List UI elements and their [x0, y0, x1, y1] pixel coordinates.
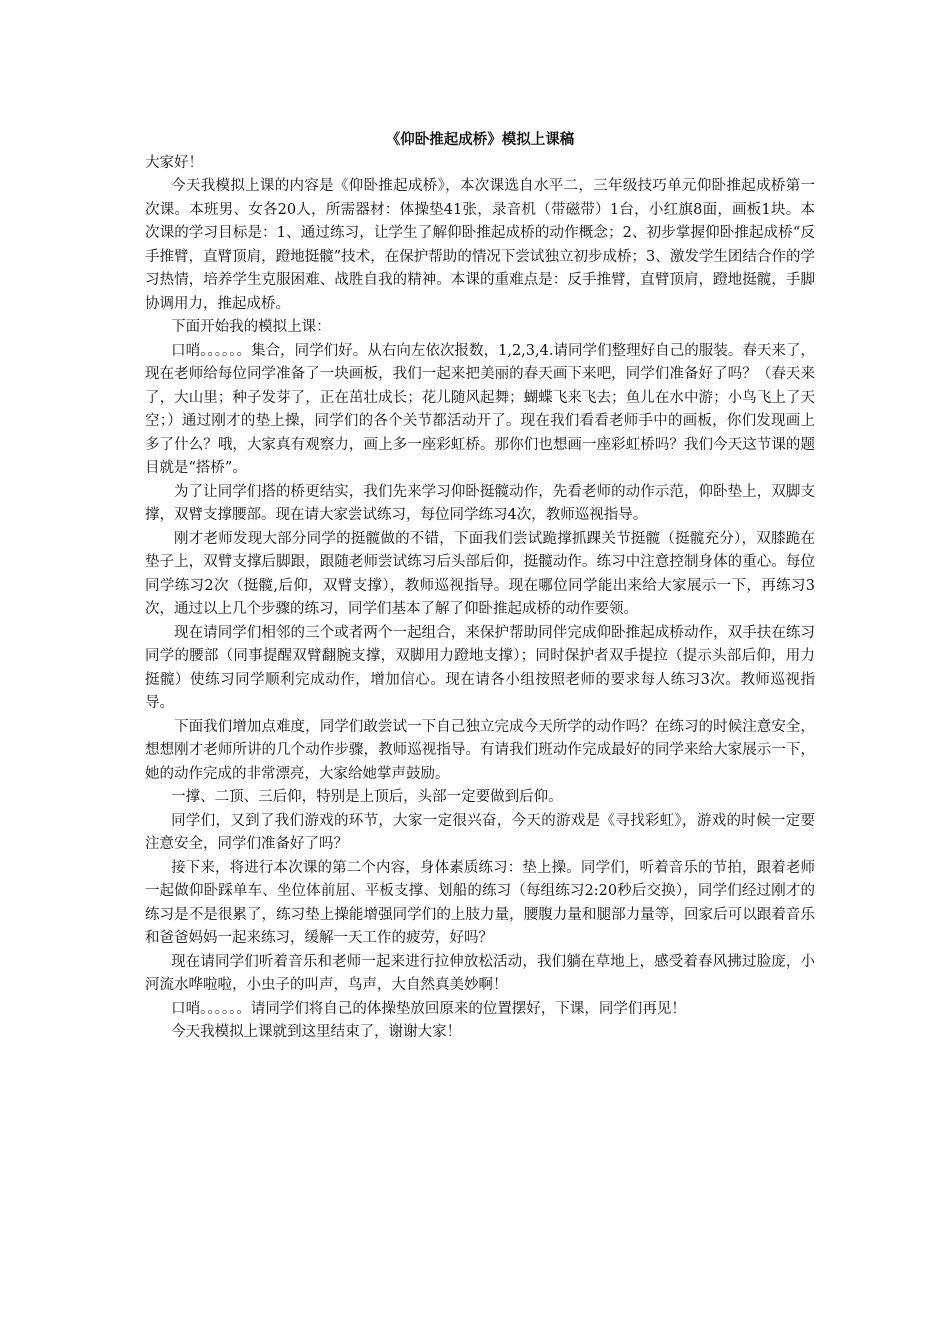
paragraph-kneeling: 刚才老师发现大部分同学的挺髋做的不错，下面我们尝试跪撑抓踝关节挺髋（挺髋充分），双膝跪在垫子上，双臂支撑后脚跟，跟随老师尝试练习后头部后仰，挺髋动作。练习中注意控制身体的重心。每位同学练习2次（挺髋,后仰，双臂支撑），教师巡视指导。现在哪位同学能出来给大家展示一下，再练习3次，通过以上几个步骤的练习，同学们基本了解了仰卧推起成桥的动作要领。 — [145, 530, 815, 617]
document-title: 《仰卧推起成桥》模拟上课稿 — [385, 131, 575, 148]
paragraph-intro: 今天我模拟上课的内容是《仰卧推起成桥》，本次课选自水平二，三年级技巧单元仰卧推起成桥第一次课。本班男、女各20人，所需器材：体操垫41张，录音机（带磁带）1台，小红旗8面，画板1块。本次课的学习目标是：1、通过练习，让学生了解仰卧推起成桥的动作概念；2、初步掌握仰卧推起成桥“反手推臂，直臂顶肩，蹬地挺髋”技术，在保护帮助的情况下尝试独立初步成桥；3、激发学生团结合作的学习热情，培养学生克服困难、战胜自我的精神。本课的重难点是：反手推臂，直臂顶肩，蹬地挺髋，手脚协调用力，推起成桥。 — [145, 178, 815, 312]
greeting: 大家好！ — [145, 154, 203, 171]
paragraph-key-points: 一撑、二顶、三后仰，特别是上顶后，头部一定要做到后仰。 — [171, 789, 563, 805]
paragraph-dismiss: 口哨。。。。。。请同学们将自己的体操垫放回原来的位置摆好，下课，同学们再见！ — [171, 1000, 686, 1017]
document-page — [145, 128, 815, 1045]
paragraph-relax: 现在请同学们听着音乐和老师一起来进行拉伸放松活动，我们躺在草地上，感受着春风拂过脸庞，小河流水哗啦啦，小虫子的叫声，鸟声，大自然真美妙啊！ — [145, 953, 815, 993]
paragraph-start: 下面开始我的模拟上课： — [171, 319, 331, 335]
paragraph-warmup: 口哨。。。。。。集合，同学们好。从右向左依次报数，1,2,3,4.请同学们整理好自己的服装。春天来了，现在老师给每位同学准备了一块画板，我们一起来把美丽的春天画下来吧，同学们准备好了吗？（春天来了，大山里；种子发芽了，正在茁壮成长；花儿随风起舞；蝴蝶飞来飞去；鱼儿在水中游；小鸟飞上了天空；）通过刚才的垫上操，同学们的各个关节都活动开了。现在我们看看老师手中的画板，你们发现画上多了什么？哦，大家真有观察力，画上多一座彩虹桥。那你们也想画一座彩虹桥吗？我们今天这节课的题目就是“搭桥”。 — [145, 342, 815, 476]
paragraph-independent: 下面我们增加点难度，同学们敢尝试一下自己独立完成今天所学的动作吗？在练习的时候注意安全，想想刚才老师所讲的几个动作步骤，教师巡视指导。有请我们班动作完成最好的同学来给大家展示一下，她的动作完成的非常漂亮，大家给她掌声鼓励。 — [145, 718, 815, 782]
paragraph-game: 同学们，又到了我们游戏的环节，大家一定很兴奋，今天的游戏是《寻找彩虹》，游戏的时候一定要注意安全，同学们准备好了吗？ — [145, 812, 815, 852]
paragraph-fitness: 接下来，将进行本次课的第二个内容，身体素质练习：垫上操。同学们，听着音乐的节拍，跟着老师一起做仰卧踩单车、坐位体前屈、平板支撑、划船的练习（每组练习2:20秒后交换），同学们经过刚才的练习是不是很累了，练习垫上操能增强同学们的上肢力量，腰腹力量和腿部力量等，回家后可以跟着音乐和爸爸妈妈一起来练习，缓解一天工作的疲劳，好吗？ — [145, 859, 815, 946]
paragraph-closing: 今天我模拟上课就到这里结束了，谢谢大家！ — [171, 1024, 462, 1040]
paragraph-hip-lift: 为了让同学们搭的桥更结实，我们先来学习仰卧挺髋动作，先看老师的动作示范，仰卧垫上，双脚支撑，双臂支撑腰部。现在请大家尝试练习，每位同学练习4次，教师巡视指导。 — [145, 483, 815, 523]
paragraph-group-practice: 现在请同学们相邻的三个或者两个一起组合，来保护帮助同伴完成仰卧推起成桥动作，双手扶在练习同学的腰部（同事提醒双臂翻腕支撑，双脚用力蹬地支撑）；同时保护者双手提拉（提示头部后仰，用力挺髋）使练习同学顺利完成动作，增加信心。现在请各小组按照老师的要求每人练习3次。教师巡视指导。 — [145, 624, 815, 711]
